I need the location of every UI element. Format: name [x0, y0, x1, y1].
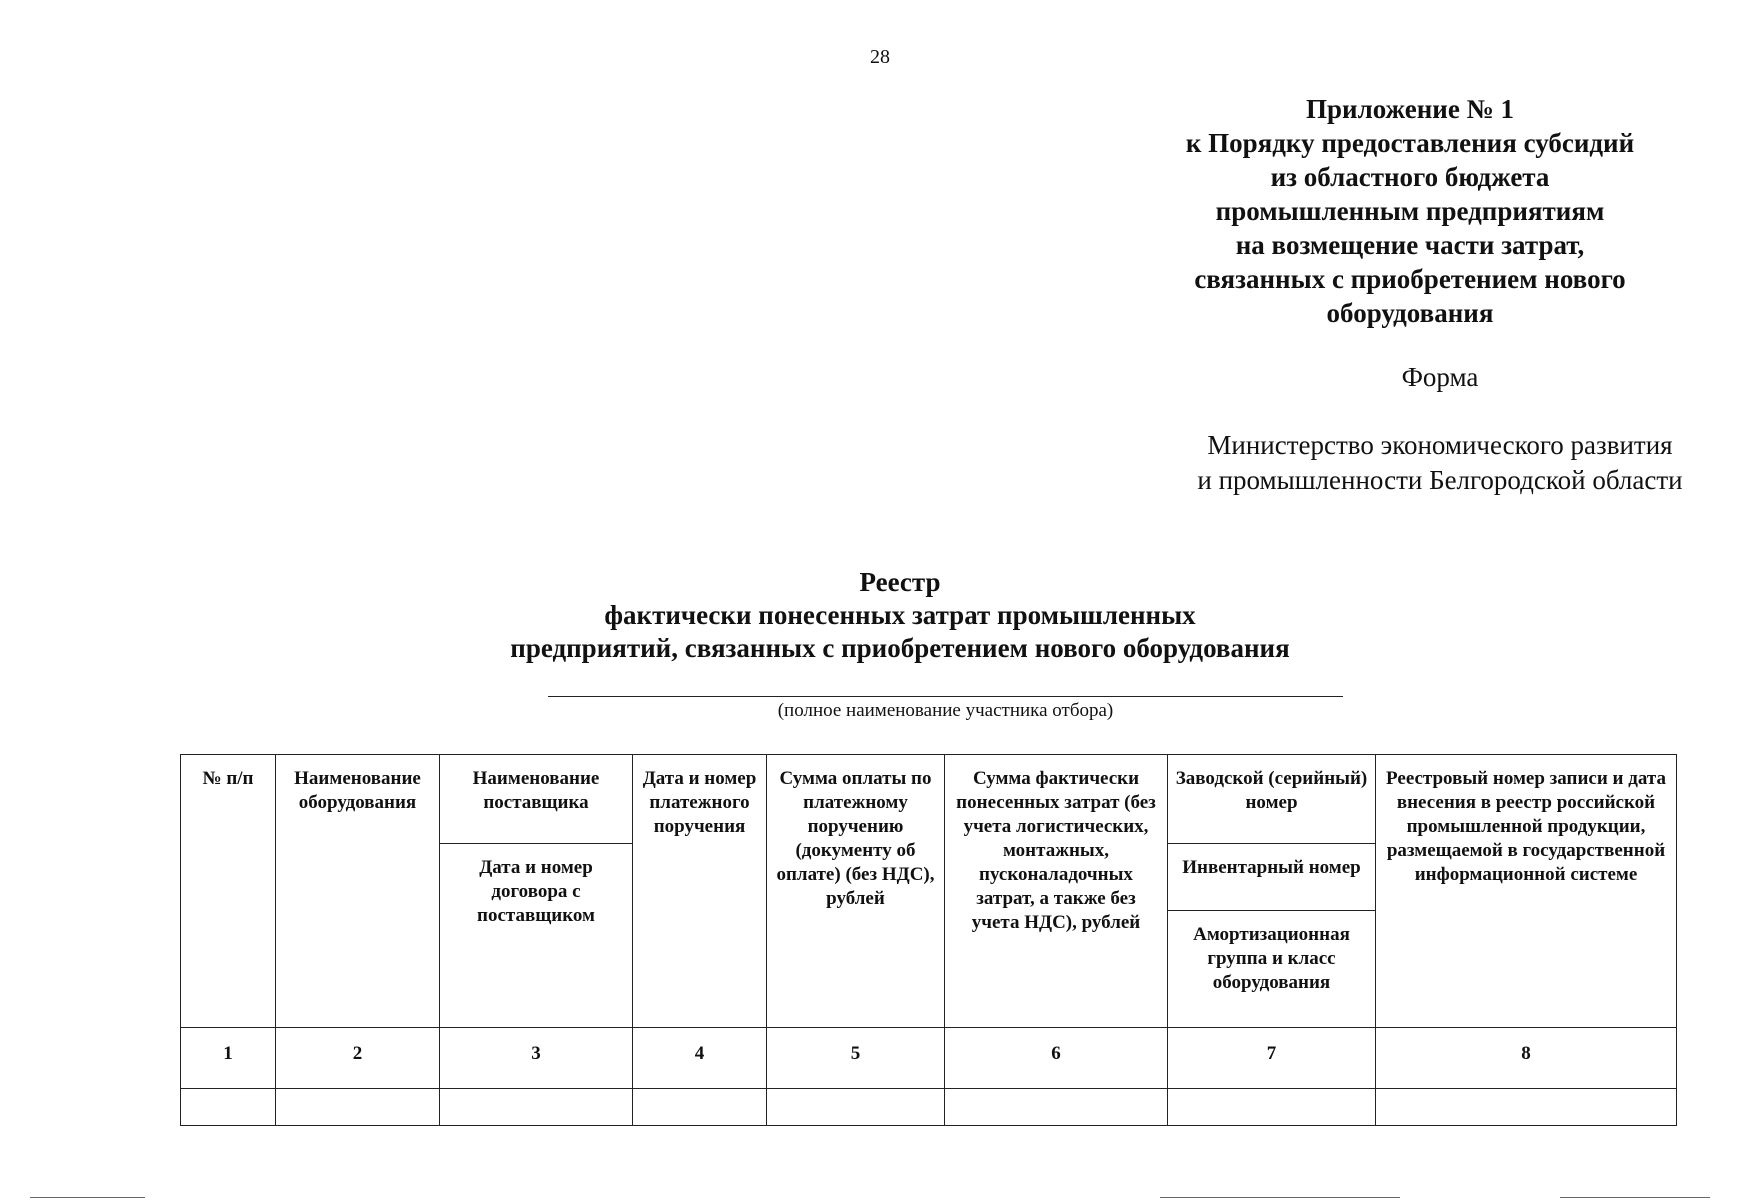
appendix-block — [1150, 92, 1670, 330]
page-edge-line — [1560, 1197, 1710, 1198]
appendix-line: Приложение № 1 — [1306, 94, 1514, 124]
page-number: 28 — [870, 46, 890, 68]
column-number-cell: 1 — [181, 1028, 276, 1089]
table-cell[interactable] — [633, 1089, 767, 1126]
header-cell-actual-costs: Сумма фактически понесенных затрат (без учета логистических, монтажных, пусконаладочных затрат, а также без учета НДС), рублей — [945, 755, 1168, 1028]
form-label: Форма — [1401, 362, 1479, 392]
appendix-line: промышленным предприятиям — [1215, 196, 1605, 226]
ministry-block — [1150, 428, 1730, 498]
appendix-line: оборудования — [1326, 298, 1494, 328]
table-row — [181, 1089, 1677, 1126]
appendix-line: на возмещение части затрат, — [1235, 230, 1585, 260]
participant-name-caption: (полное наименование участника отбора) — [777, 700, 1114, 721]
column-numbers-row — [181, 1028, 1677, 1089]
ministry-line: Министерство экономического развития — [1207, 430, 1673, 460]
table-header-row — [181, 755, 1677, 844]
column-number-cell: 3 — [440, 1028, 633, 1089]
table-cell[interactable] — [1376, 1089, 1677, 1126]
registry-table — [180, 754, 1677, 1126]
title-line: Реестр — [859, 567, 941, 597]
table-cell[interactable] — [181, 1089, 276, 1126]
table-cell[interactable] — [767, 1089, 945, 1126]
header-cell-supplier-name: Наименование поставщика — [440, 755, 633, 844]
column-number-cell: 6 — [945, 1028, 1168, 1089]
column-number-cell: 8 — [1376, 1028, 1677, 1089]
column-number-cell: 4 — [633, 1028, 767, 1089]
table-cell[interactable] — [276, 1089, 440, 1126]
table-cell[interactable] — [440, 1089, 633, 1126]
header-cell-equipment-name: Наименование оборудования — [276, 755, 440, 1028]
column-number-cell: 2 — [276, 1028, 440, 1089]
header-cell-payment-order: Дата и номер платежного поручения — [633, 755, 767, 1028]
page-edge-line — [1160, 1197, 1400, 1198]
registry-title — [420, 566, 1380, 665]
column-number-cell: 5 — [767, 1028, 945, 1089]
header-cell-contract-date: Дата и номер договора с поставщиком — [440, 844, 633, 1028]
header-cell-number: № п/п — [181, 755, 276, 1028]
header-cell-registry-record: Реестровый номер записи и дата внесения в реестр российской промышленной продукции, размещаемой в государственной информационной системе — [1376, 755, 1677, 1028]
appendix-line: из областного бюджета — [1270, 162, 1550, 192]
participant-name-line — [548, 696, 1343, 697]
ministry-line: и промышленности Белгородской области — [1197, 465, 1683, 495]
column-number-cell: 7 — [1168, 1028, 1376, 1089]
title-line: предприятий, связанных с приобретением нового оборудования — [510, 633, 1290, 663]
header-cell-inventory-number: Инвентарный номер — [1168, 844, 1376, 911]
page-edge-line — [30, 1197, 145, 1198]
header-cell-serial-number: Заводской (серийный) номер — [1168, 755, 1376, 844]
table-cell[interactable] — [945, 1089, 1168, 1126]
header-cell-depreciation-group: Амортизационная группа и класс оборудования — [1168, 911, 1376, 1028]
table-cell[interactable] — [1168, 1089, 1376, 1126]
header-cell-payment-sum: Сумма оплаты по платежному поручению (документу об оплате) (без НДС), рублей — [767, 755, 945, 1028]
appendix-line: к Порядку предоставления субсидий — [1185, 128, 1635, 158]
appendix-line: связанных с приобретением нового — [1194, 264, 1626, 294]
title-line: фактически понесенных затрат промышленных — [604, 600, 1196, 630]
